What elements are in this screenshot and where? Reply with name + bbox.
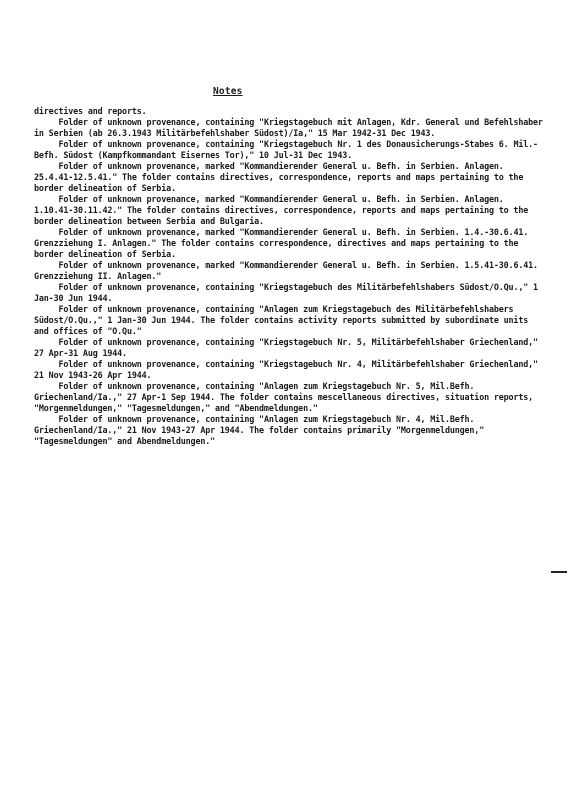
folder-entry: Folder of unknown provenance, containing "Kriegstagebuch des Militärbefehlshabers Südost/O.Qu.," 1 Jan-30 Jun 1944.: [34, 282, 543, 303]
folder-entry: Folder of unknown provenance, containing "Kriegstagebuch Nr. 4, Militärbefehlshaber Griechenland," 21 Nov 1943-26 Apr 1944.: [34, 359, 543, 380]
folder-entry: Folder of unknown provenance, marked "Kommandierender General u. Befh. in Serbien. Anlagen. 25.4.41-12.5.41." The folder contains directives, correspondence, reports and maps pertaining to the border delineation of Serbia.: [34, 161, 529, 193]
folder-entry: Folder of unknown provenance, marked "Kommandierender General u. Befh. in Serbien. Anlagen. 1.10.41-30.11.42." The folder contains directives, correspondence, reports and maps pertaining to the border delineation between Serbia and Bulgaria.: [34, 194, 534, 226]
document-body: [34, 106, 548, 447]
page-heading: Notes: [213, 86, 243, 97]
folder-entry: Folder of unknown provenance, containing "Anlagen zum Kriegstagebuch Nr. 5, Mil.Befh. Griechenland/Ia.," 27 Apr-1 Sep 1944. The folder contains mescellaneous directives, situation reports, "Morgenmeldungen," "Tagesmeldungen," and "Abendmeldungen.": [34, 381, 538, 413]
folder-entry: Folder of unknown provenance, containing "Kriegstagebuch Nr. 1 des Donausicherungs-Stabes 6. Mil.-Befh. Südost (Kampfkommandant Eisernes Tor)," 10 Jul-31 Dec 1943.: [34, 139, 538, 160]
folder-entry: Folder of unknown provenance, containing "Anlagen zum Kriegstagebuch Nr. 4, Mil.Befh. Griechenland/Ia.," 21 Nov 1943-27 Apr 1944. The folder contains primarily "Morgenmeldungen," "Tagesmeldungen" and Abendmeldungen.": [34, 414, 489, 446]
folder-entry: Folder of unknown provenance, containing "Anlagen zum Kriegstagebuch des Militärbefehlshabers Südost/O.Qu.," 1 Jan-30 Jun 1944. The folder contains activity reports submitted by subordinate units and offices of "O.Qu.": [34, 304, 534, 336]
margin-dash-mark: [551, 571, 567, 573]
folder-entry: Folder of unknown provenance, containing "Kriegstagebuch mit Anlagen, Kdr. General und Befehlshaber in Serbien (ab 26.3.1943 Militärbefehlshaber Südost)/Ia," 15 Mar 1942-31 Dec 1943.: [34, 117, 548, 138]
folder-entry: Folder of unknown provenance, containing "Kriegstagebuch Nr. 5, Militärbefehlshaber Griechenland," 27 Apr-31 Aug 1944.: [34, 337, 543, 358]
folder-entry: Folder of unknown provenance, marked "Kommandierender General u. Befh. in Serbien. 1.4.-30.6.41. Grenzziehung I. Anlagen." The folder contains correspondence, directives and maps pertaining to the border delineation of Serbia.: [34, 227, 534, 259]
folder-entry: Folder of unknown provenance, marked "Kommandierender General u. Befh. in Serbien. 1.5.41-30.6.41. Grenzziehung II. Anlagen.": [34, 260, 543, 281]
lead-in-text: directives and reports.: [34, 106, 147, 116]
